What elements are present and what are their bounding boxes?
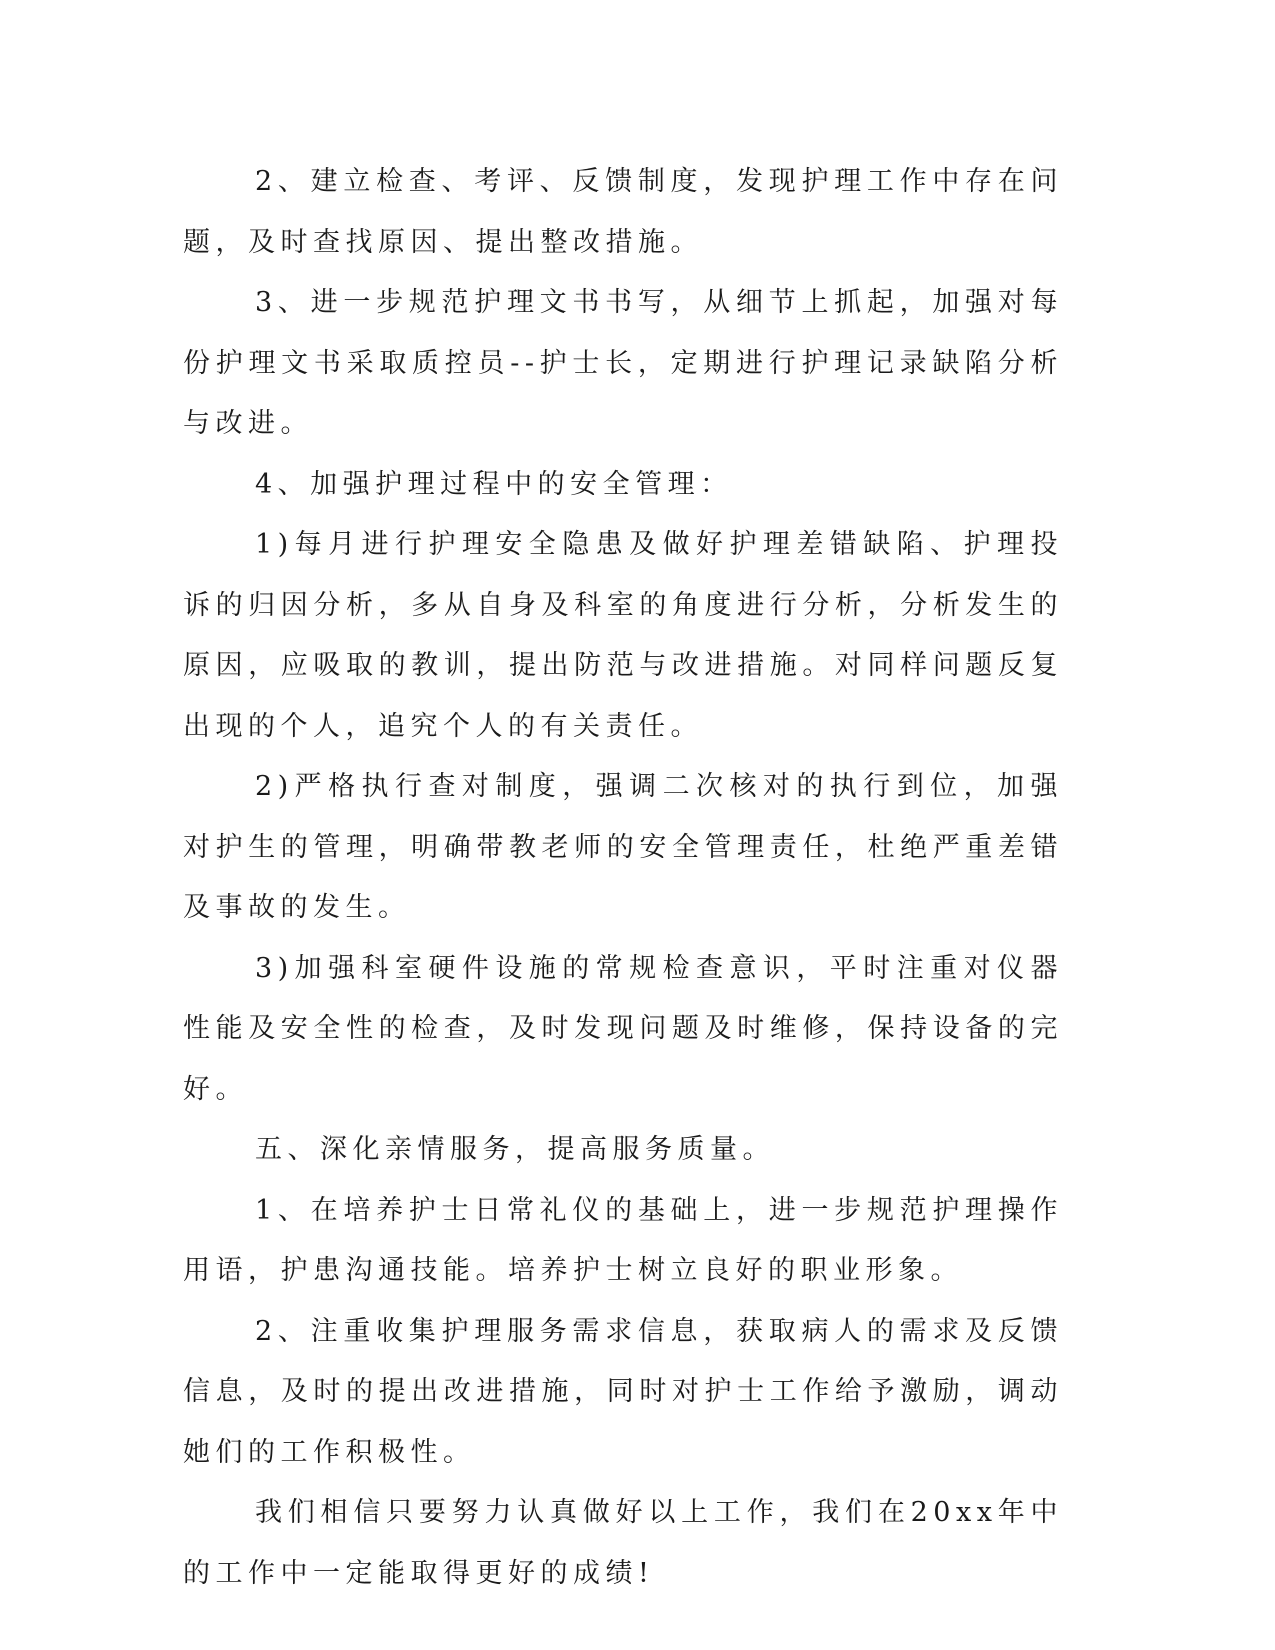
section-heading-service-quality: 五、深化亲情服务，提高服务质量。 bbox=[255, 1134, 775, 1165]
paragraph-conclusion: 我们相信只要努力认真做好以上工作，我们在20xx年中的工作中一定能取得更好的成绩! bbox=[183, 1497, 1063, 1589]
paragraph-check-evaluation: 2、建立检查、考评、反馈制度，发现护理工作中存在问题，及时查找原因、提出整改措施。 bbox=[183, 166, 1063, 258]
paragraph-service-feedback: 2、注重收集护理服务需求信息，获取病人的需求及反馈信息，及时的提出改进措施，同时对护士工作给予激励，调动她们的工作积极性。 bbox=[183, 1315, 1063, 1468]
paragraph-nursing-documents: 3、进一步规范护理文书书写，从细节上抓起，加强对每份护理文书采取质控员--护士长，定期进行护理记录缺陷分析与改进。 bbox=[183, 287, 1063, 439]
paragraph-monthly-analysis: 1)每月进行护理安全隐患及做好护理差错缺陷、护理投诉的归因分析，多从自身及科室的角度进行分析，分析发生的原因，应吸取的教训，提出防范与改进措施。对同样问题反复出现的个人，追究个人的有关责任。 bbox=[183, 529, 1063, 742]
paragraph-verification-system: 2)严格执行查对制度，强调二次核对的执行到位，加强对护生的管理，明确带教老师的安全管理责任，杜绝严重差错及事故的发生。 bbox=[183, 771, 1063, 923]
document-body bbox=[183, 152, 1063, 1604]
paragraph-safety-management: 4、加强护理过程中的安全管理： bbox=[255, 468, 733, 500]
paragraph-hardware-inspection: 3)加强科室硬件设施的常规检查意识，平时注重对仪器性能及安全性的检查，及时发现问题及时维修，保持设备的完好。 bbox=[183, 952, 1063, 1105]
paragraph-nurse-etiquette: 1、在培养护士日常礼仪的基础上，进一步规范护理操作用语，护患沟通技能。培养护士树立良好的职业形象。 bbox=[183, 1194, 1063, 1286]
